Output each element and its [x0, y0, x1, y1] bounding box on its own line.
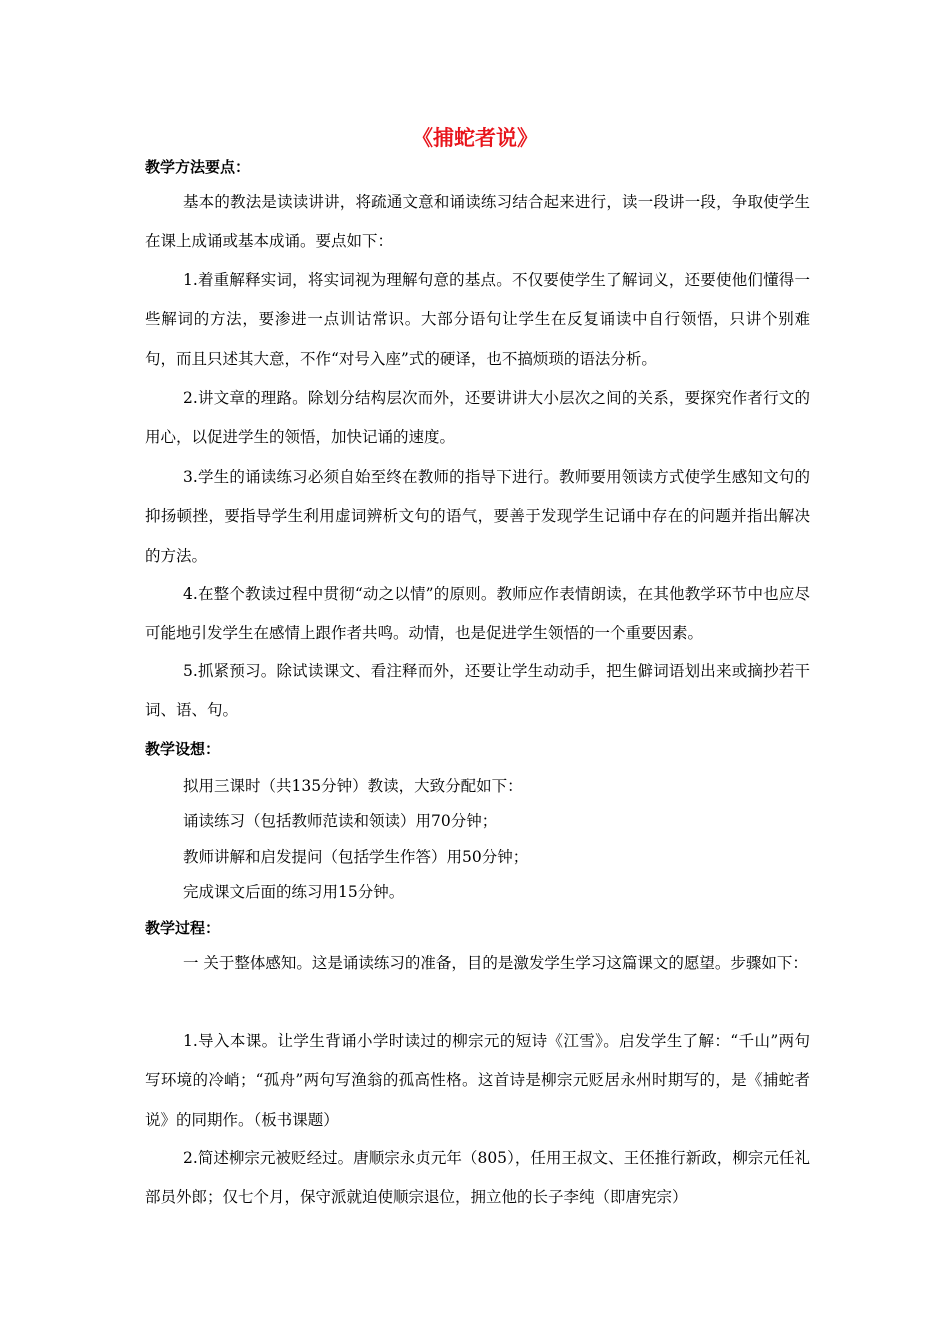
- document-title: 《捕蛇者说》: [412, 126, 538, 150]
- design-line: 诵读练习（包括教师范读和领读）用70分钟；: [183, 812, 498, 830]
- paragraph: 基本的教法是读读讲讲，将疏通文意和诵读练习结合起来进行，读一段讲一段，争取使学生在课上成诵或基本成诵。要点如下：: [145, 193, 810, 251]
- section-heading-process: 教学过程：: [145, 919, 221, 937]
- paragraph: 2.讲文章的理路。除划分结构层次而外，还要讲讲大小层次之间的关系，要探究作者行文的用心，以促进学生的领悟，加快记诵的速度。: [145, 389, 810, 447]
- paragraph: 一 关于整体感知。这是诵读练习的准备，目的是激发学生学习这篇课文的愿望。步骤如下：: [183, 954, 808, 972]
- design-line: 教师讲解和启发提问（包括学生作答）用50分钟；: [183, 848, 529, 866]
- section-heading-methods: 教学方法要点：: [145, 158, 251, 176]
- paragraph: 1.着重解释实词，将实词视为理解句意的基点。不仅要使学生了解词义，还要使他们懂得一些解词的方法，要渗进一点训诂常识。大部分语句让学生在反复诵读中自行领悟，只讲个别难句，而且只述其大意，不作“对号入座”式的硬译，也不搞烦琐的语法分析。: [145, 271, 810, 368]
- design-line: 完成课文后面的练习用15分钟。: [183, 883, 405, 901]
- design-line: 拟用三课时（共135分钟）教读，大致分配如下：: [183, 777, 523, 795]
- paragraph: 2.简述柳宗元被贬经过。唐顺宗永贞元年（805），任用王叔文、王伾推行新政，柳宗元任礼部员外郎；仅七个月，保守派就迫使顺宗退位，拥立他的长子李纯（即唐宪宗）: [145, 1149, 810, 1207]
- paragraph: 4.在整个教读过程中贯彻“动之以情”的原则。教师应作表情朗读，在其他教学环节中也应尽可能地引发学生在感情上跟作者共鸣。动情，也是促进学生领悟的一个重要因素。: [145, 585, 810, 643]
- section-heading-design: 教学设想：: [145, 740, 221, 758]
- paragraph: 1.导入本课。让学生背诵小学时读过的柳宗元的短诗《江雪》。启发学生了解：“千山”两句写环境的冷峭；“孤舟”两句写渔翁的孤高性格。这首诗是柳宗元贬居永州时期写的，是《捕蛇者说》的同期作。（板书课题）: [145, 1032, 810, 1129]
- paragraph: 3.学生的诵读练习必须自始至终在教师的指导下进行。教师要用领读方式使学生感知文句的抑扬顿挫，要指导学生利用虚词辨析文句的语气，要善于发现学生记诵中存在的问题并指出解决的方法。: [145, 468, 810, 565]
- paragraph: 5.抓紧预习。除试读课文、看注释而外，还要让学生动动手，把生僻词语划出来或摘抄若干词、语、句。: [145, 662, 810, 720]
